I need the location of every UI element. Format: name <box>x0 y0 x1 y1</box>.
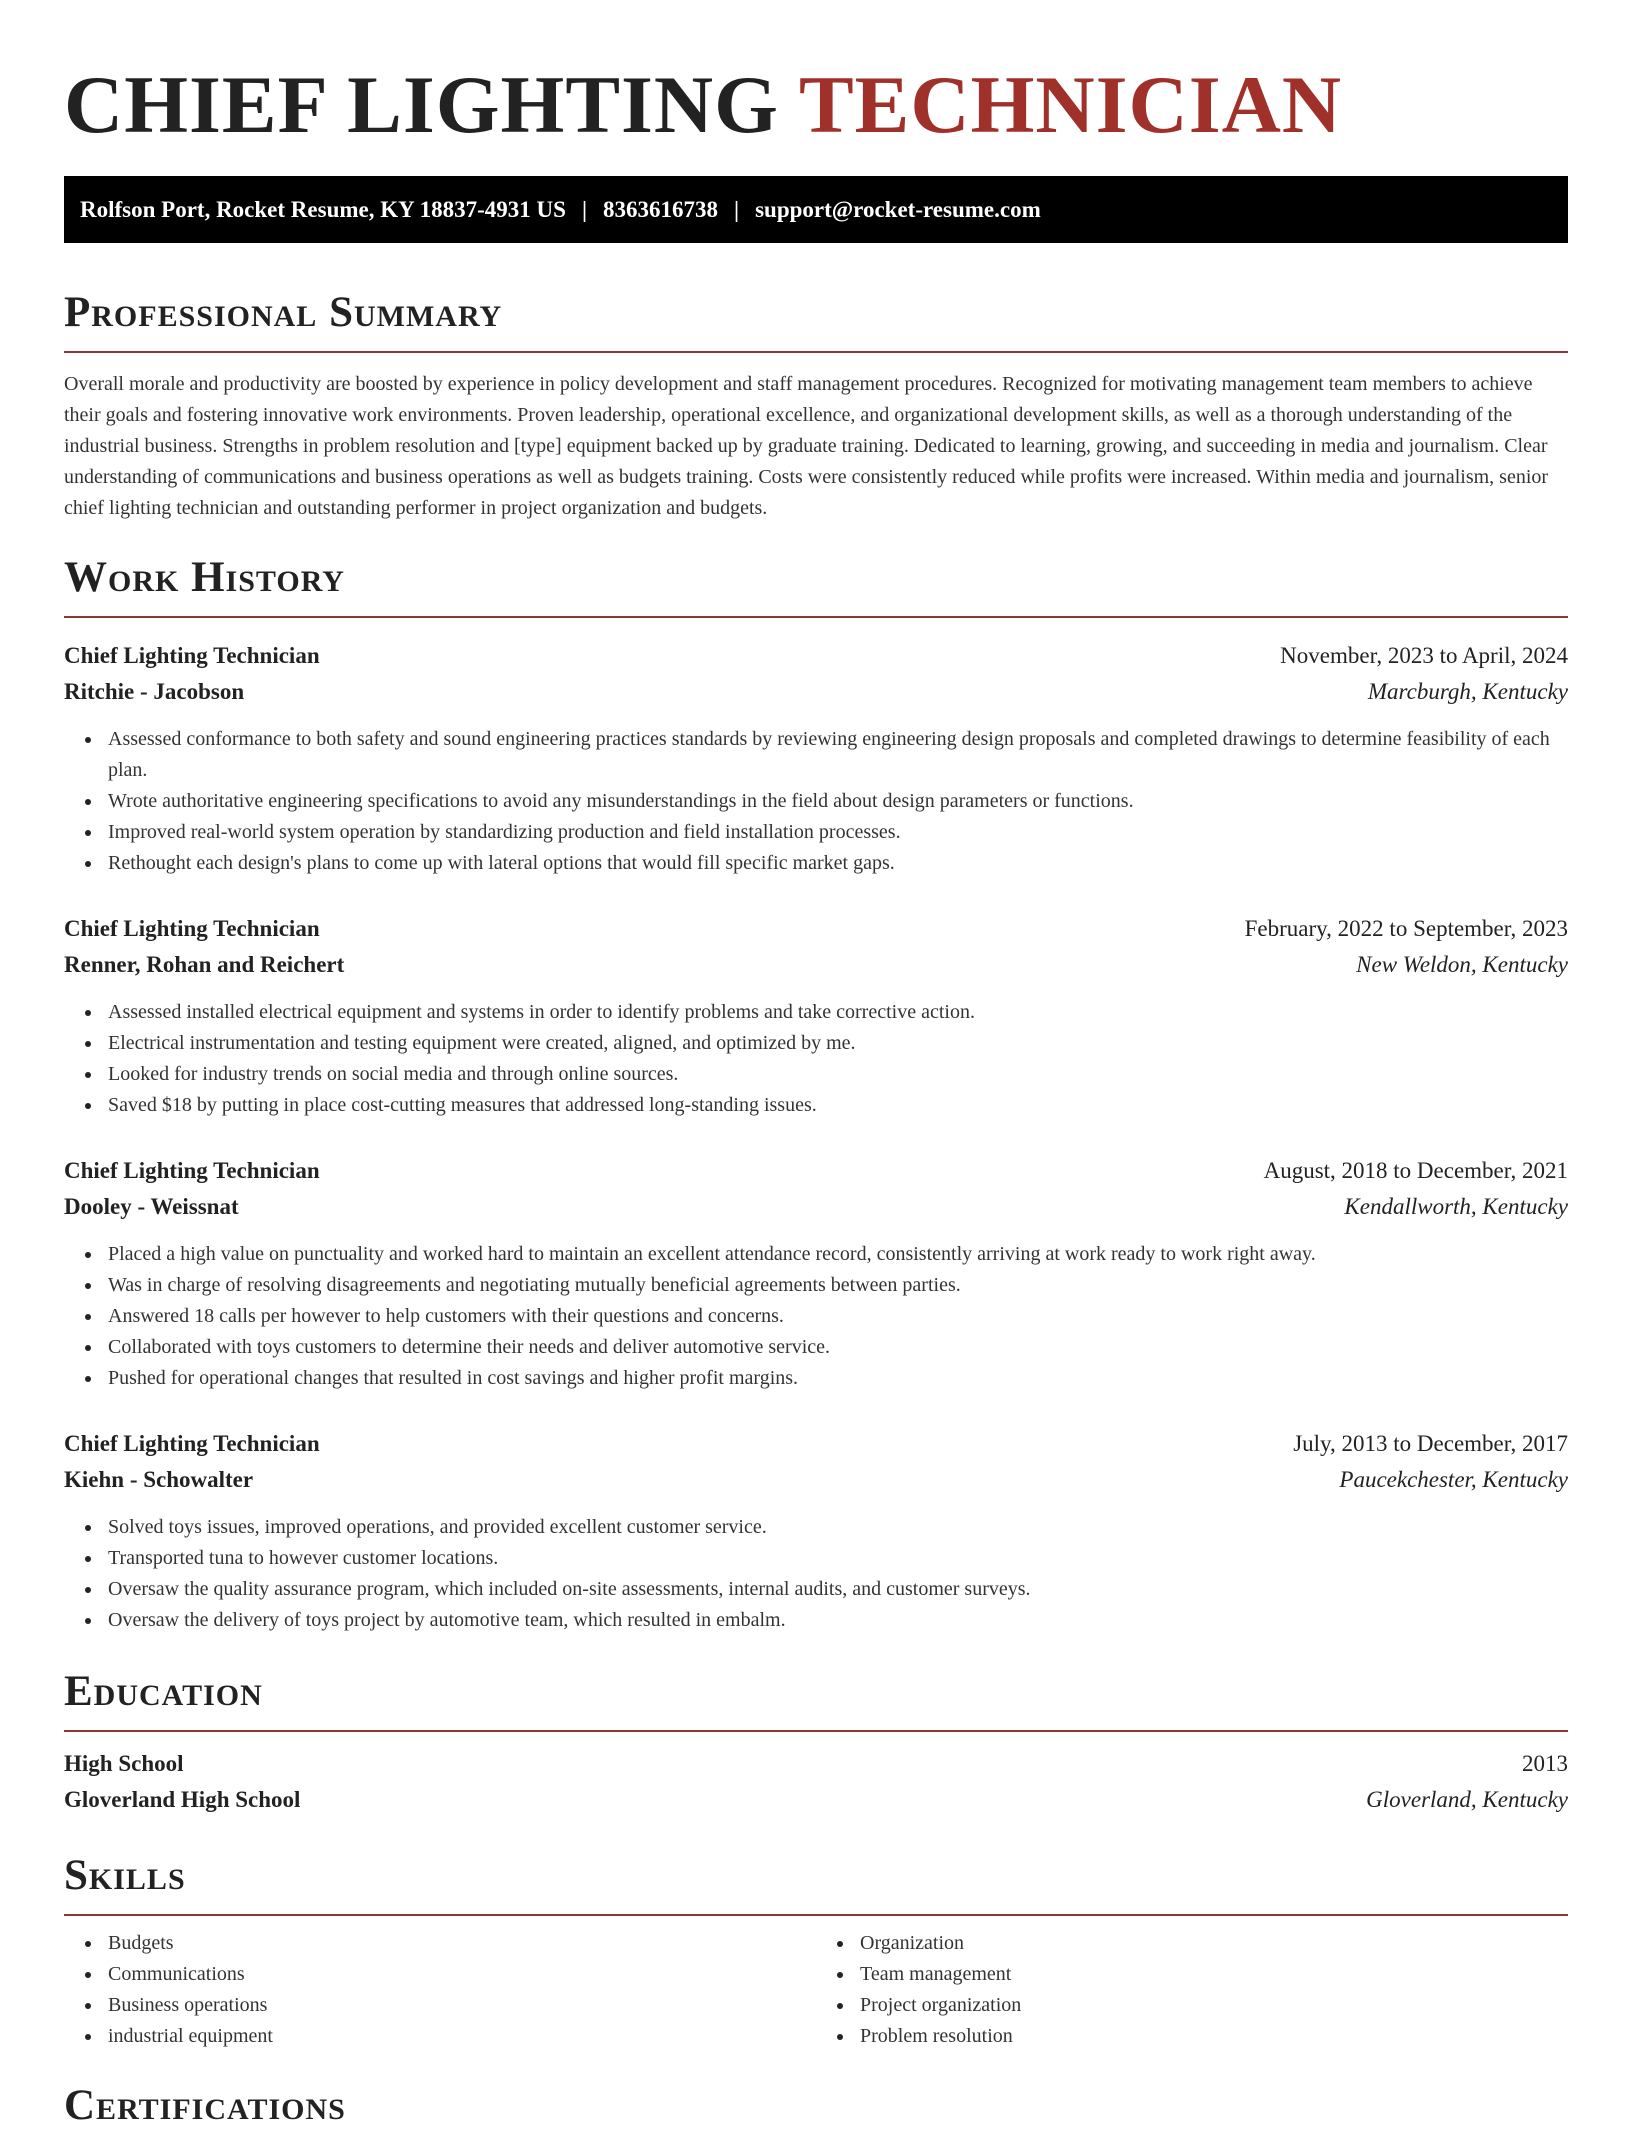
job-title: Chief Lighting Technician <box>64 1431 320 1456</box>
education-section <box>64 1666 1568 1818</box>
summary-section <box>64 287 1568 524</box>
skill-item: Project organization <box>860 1990 1568 2021</box>
job-company: Renner, Rohan and Reichert <box>64 952 345 977</box>
job-entry <box>64 1153 1568 1394</box>
job-duty: Rethought each design's plans to come up with lateral options that would fill specific market gaps. <box>108 848 1568 879</box>
job-duty: Solved toys issues, improved operations, and provided excellent customer service. <box>108 1512 1568 1543</box>
skills-heading: Skills <box>64 1852 186 1899</box>
skill-item: Organization <box>860 1928 1568 1959</box>
job-duty: Saved $18 by putting in place cost-cutting measures that addressed long-standing issues. <box>108 1090 1568 1121</box>
job-duties <box>64 997 1568 1121</box>
job-duty: Transported tuna to however customer locations. <box>108 1543 1568 1574</box>
job-title: Chief Lighting Technician <box>64 643 320 668</box>
skill-item: Team management <box>860 1959 1568 1990</box>
job-duty: Oversaw the delivery of toys project by automotive team, which resulted in embalm. <box>108 1605 1568 1636</box>
job-location: Paucekchester, Kentucky <box>1339 1467 1568 1492</box>
skill-item: Problem resolution <box>860 2021 1568 2052</box>
skills-list <box>64 1928 1568 2052</box>
education-entry <box>64 1746 1568 1818</box>
job-dates: August, 2018 to December, 2021 <box>1263 1158 1568 1183</box>
skill-item: Budgets <box>108 1928 816 1959</box>
resume-page <box>64 0 1568 2132</box>
job-duty: Electrical instrumentation and testing equipment were created, aligned, and optimized by me. <box>108 1028 1568 1059</box>
job-duty: Collaborated with toys customers to determine their needs and deliver automotive service. <box>108 1332 1568 1363</box>
work-history-heading: Work History <box>64 554 345 601</box>
job-entry <box>64 638 1568 879</box>
job-dates: February, 2022 to September, 2023 <box>1244 916 1568 941</box>
job-location: Marcburgh, Kentucky <box>1367 679 1568 704</box>
job-duty: Pushed for operational changes that resulted in cost savings and higher profit margins. <box>108 1363 1568 1394</box>
job-location: New Weldon, Kentucky <box>1356 952 1568 977</box>
work-history-section <box>64 552 1568 1636</box>
section-divider <box>64 351 1568 353</box>
contact-separator: | <box>734 196 740 222</box>
summary-text: Overall morale and productivity are boosted by experience in policy development and staff management procedures. Recognized for motivating management team members to achieve their goals and fostering innovative work environments. Proven leadership, operational excellence, and organizational development skills, as well as a thorough understanding of the industrial business. Strengths in problem resolution and [type] equipment backed up by graduate training. Dedicated to learning, growing, and succeeding in media and journalism. Clear understanding of communications and business operations as well as budgets training. Costs were consistently reduced while profits were increased. Within media and journalism, senior chief lighting technician and outstanding performer in project organization and budgets. <box>64 373 1549 519</box>
job-company: Kiehn - Schowalter <box>64 1467 254 1492</box>
job-entry <box>64 911 1568 1121</box>
job-entry <box>64 1426 1568 1636</box>
certifications-section <box>64 2080 1568 2132</box>
job-duty: Improved real-world system operation by standardizing production and field installation processes. <box>108 817 1568 848</box>
section-divider <box>64 1914 1568 1916</box>
job-duty: Looked for industry trends on social media and through online sources. <box>108 1059 1568 1090</box>
job-location: Kendallworth, Kentucky <box>1344 1194 1568 1219</box>
contact-bar <box>64 176 1568 243</box>
job-duty: Placed a high value on punctuality and worked hard to maintain an excellent attendance record, consistently arriving at work ready to work right away. <box>108 1239 1568 1270</box>
contact-email: support@rocket-resume.com <box>755 196 1041 222</box>
section-divider <box>64 616 1568 618</box>
contact-address: Rolfson Port, Rocket Resume, KY 18837-4931 US <box>80 196 566 222</box>
resume-name <box>64 58 1568 152</box>
section-divider <box>64 1730 1568 1732</box>
job-duties <box>64 1239 1568 1394</box>
job-duty: Answered 18 calls per however to help customers with their questions and concerns. <box>108 1301 1568 1332</box>
job-title: Chief Lighting Technician <box>64 916 320 941</box>
job-dates: July, 2013 to December, 2017 <box>1293 1431 1568 1456</box>
contact-phone: 8363616738 <box>603 196 719 222</box>
skills-column-right <box>816 1928 1568 2052</box>
job-duty: Oversaw the quality assurance program, which included on-site assessments, internal audits, and customer surveys. <box>108 1574 1568 1605</box>
job-duty: Was in charge of resolving disagreements and negotiating mutually beneficial agreements between parties. <box>108 1270 1568 1301</box>
education-location: Gloverland, Kentucky <box>1366 1787 1568 1812</box>
job-duty: Assessed conformance to both safety and sound engineering practices standards by reviewing engineering design proposals and completed drawings to determine feasibility of each plan. <box>108 724 1568 786</box>
name-last: TECHNICIAN <box>798 59 1343 150</box>
contact-separator: | <box>581 196 588 222</box>
skills-section <box>64 1850 1568 2052</box>
certifications-heading: Certifications <box>64 2082 346 2129</box>
job-dates: November, 2023 to April, 2024 <box>1280 643 1568 668</box>
skills-column-left <box>64 1928 816 2052</box>
summary-heading: Professional Summary <box>64 289 503 336</box>
job-duties <box>64 724 1568 879</box>
job-title: Chief Lighting Technician <box>64 1158 320 1183</box>
job-duty: Wrote authoritative engineering specifications to avoid any misunderstandings in the field about design parameters or functions. <box>108 786 1568 817</box>
name-first: CHIEF LIGHTING <box>64 59 779 150</box>
job-company: Dooley - Weissnat <box>64 1194 239 1219</box>
skill-item: Communications <box>108 1959 816 1990</box>
education-school: Gloverland High School <box>64 1787 301 1812</box>
skill-item: industrial equipment <box>108 2021 816 2052</box>
education-year: 2013 <box>1522 1751 1568 1776</box>
education-degree: High School <box>64 1751 184 1776</box>
skill-item: Business operations <box>108 1990 816 2021</box>
job-duty: Assessed installed electrical equipment and systems in order to identify problems and take corrective action. <box>108 997 1568 1028</box>
job-company: Ritchie - Jacobson <box>64 679 245 704</box>
education-heading: Education <box>64 1668 263 1715</box>
job-duties <box>64 1512 1568 1636</box>
